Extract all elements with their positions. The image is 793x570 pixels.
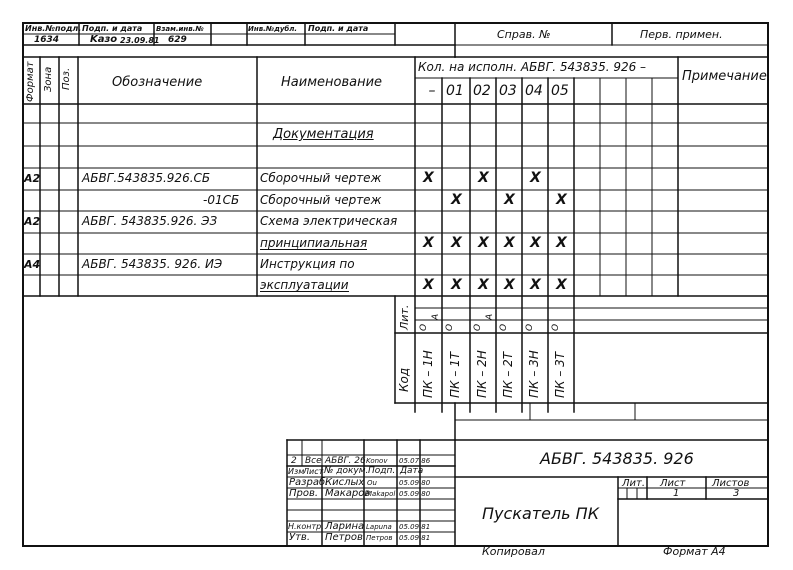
stamp-header-inv-podl: Инв.№подл. <box>25 24 82 33</box>
mark-r1-c2: X <box>478 170 489 186</box>
mark-r4-c3: X <box>504 235 515 251</box>
doc-title: Пускатель ПК <box>482 504 600 523</box>
header-pos: Поз. <box>61 67 72 90</box>
name-prov: Макаров <box>325 488 371 499</box>
row-designation: АБВГ.543835.926.СБ <box>82 171 211 185</box>
mark-r1-c4: X <box>530 170 541 186</box>
footer-copied: Копировал <box>482 545 545 558</box>
code-2: ПК – 2Н <box>475 350 489 398</box>
sheet-value: 1 <box>673 488 680 499</box>
lit-o-2: О <box>473 323 483 331</box>
header-zone: Зона <box>43 66 54 92</box>
lit-o-0: О <box>419 323 429 331</box>
doc-number: АБВГ. 543835. 926 <box>540 449 694 468</box>
stamp-header-inv-dubl: Инв.№дубл. <box>248 25 298 33</box>
code-5: ПК – 3Т <box>553 351 567 398</box>
header-name: Наименование <box>281 75 383 90</box>
hdr-date: Дата <box>400 466 424 476</box>
change-list: Все <box>305 456 322 466</box>
header-designation: Обозначение <box>112 75 203 90</box>
mark-r6-c5: X <box>556 277 567 293</box>
stamp-inv-number: 1634 <box>34 35 60 45</box>
mark-r6-c3: X <box>504 277 515 293</box>
hdr-list: Лист <box>303 467 324 476</box>
mark-r4-c1: X <box>451 235 462 251</box>
role-nkontr: Н.контр. <box>288 522 324 531</box>
sign-razrab: Ou <box>367 479 377 487</box>
mark-r6-c0: X <box>423 277 434 293</box>
row-name: Схема электрическая <box>260 214 398 228</box>
mark-r4-c2: X <box>478 235 489 251</box>
stamp-signature: Kaзo <box>90 34 118 45</box>
row-name: эксплуатации <box>260 278 349 292</box>
mark-r2-c1: X <box>451 192 462 208</box>
date-prov: 05.09.80 <box>399 490 431 498</box>
mark-r4-c4: X <box>530 235 541 251</box>
row-format: А4 <box>24 258 41 271</box>
stamp-vzam-number: 629 <box>168 35 187 45</box>
lit-o-4: О <box>525 323 535 331</box>
lit-o-5: О <box>551 323 561 331</box>
lit-a-0: А <box>431 313 441 320</box>
sign-prov: Makapol <box>366 490 396 498</box>
name-razrab: Кислых <box>325 477 365 488</box>
lit-label: Лит. <box>398 304 411 330</box>
row-designation: -01СБ <box>203 193 240 207</box>
mark-r6-c1: X <box>451 277 462 293</box>
kod-label: Код <box>397 367 411 392</box>
row-designation: АБВГ. 543835. 926. ИЭ <box>82 257 223 271</box>
row-format: А2 <box>24 172 41 185</box>
stamp-header-sign-date-2: Подп. и дата <box>308 24 369 33</box>
role-razrab: Разраб. <box>289 477 329 488</box>
stamp-date: 23.09.81 <box>120 36 160 45</box>
footer-format: Формат А4 <box>663 545 726 558</box>
change-sign: Konov <box>366 457 388 465</box>
row-format: А2 <box>24 215 41 228</box>
exec-col-3: 03 <box>499 83 517 99</box>
change-izm: 2 <box>291 456 297 466</box>
date-nkontr: 05.09.81 <box>399 523 431 531</box>
header-note: Примечание <box>682 69 767 84</box>
mark-r6-c4: X <box>530 277 541 293</box>
mark-r1-c0: X <box>423 170 434 186</box>
code-4: ПК – 3Н <box>527 350 541 398</box>
role-utv: Утв. <box>289 532 310 543</box>
date-razrab: 05.09.80 <box>399 479 431 487</box>
sign-nkontr: Lapuna <box>366 523 392 531</box>
stamp-sprav-number: Справ. № <box>497 28 551 41</box>
hdr-izm: Изм <box>288 467 305 476</box>
row-name: Инструкция по <box>260 257 355 271</box>
row-designation: АБВГ. 543835.926. ЭЗ <box>82 214 218 228</box>
exec-col-4: 04 <box>525 83 543 99</box>
header-qty-caption: Кол. на исполн. АБВГ. 543835. 926 – <box>418 60 647 74</box>
sheets-value: 3 <box>733 488 740 499</box>
exec-col-5: 05 <box>551 83 569 99</box>
code-0: ПК – 1Н <box>421 350 435 398</box>
name-utv: Петров <box>325 532 363 543</box>
mark-r2-c5: X <box>556 192 567 208</box>
change-doc: АБВГ. 26 <box>325 456 366 466</box>
stamp-perv-primen: Перв. примен. <box>640 28 723 41</box>
hdr-sign: Подп. <box>368 466 396 476</box>
sheet-header: Лист <box>660 478 686 489</box>
name-nkontr: Ларина <box>325 521 365 532</box>
exec-col-1: 01 <box>446 83 464 99</box>
sign-utv: Петров <box>366 534 393 542</box>
row-name: Сборочный чертеж <box>260 171 382 185</box>
role-prov: Пров. <box>289 488 319 499</box>
lit-a-2: А <box>485 313 495 320</box>
code-3: ПК – 2Т <box>501 351 515 398</box>
stamp-header-vzam-inv: Взам.инв.№ <box>156 25 204 33</box>
row-name: Документация <box>273 127 374 142</box>
hdr-doc: № докум. <box>324 466 369 476</box>
lit-o-1: О <box>445 323 455 331</box>
change-date: 05.07.86 <box>399 457 431 465</box>
code-1: ПК – 1Т <box>448 351 462 398</box>
sheets-header: Листов <box>712 478 750 489</box>
mark-r6-c2: X <box>478 277 489 293</box>
date-utv: 05.09.81 <box>399 534 431 542</box>
mark-r4-c0: X <box>423 235 434 251</box>
mark-r2-c3: X <box>504 192 515 208</box>
header-format: Формат <box>25 61 36 102</box>
mark-r4-c5: X <box>556 235 567 251</box>
row-name: принципиальная <box>260 236 368 250</box>
stamp-header-sign-date-1: Подп. и дата <box>82 24 143 33</box>
exec-col-2: 02 <box>473 83 491 99</box>
lit-o-3: О <box>499 323 509 331</box>
exec-col-0: – <box>428 83 436 99</box>
row-name: Сборочный чертеж <box>260 193 382 207</box>
lit-header: Лит. <box>622 478 646 489</box>
